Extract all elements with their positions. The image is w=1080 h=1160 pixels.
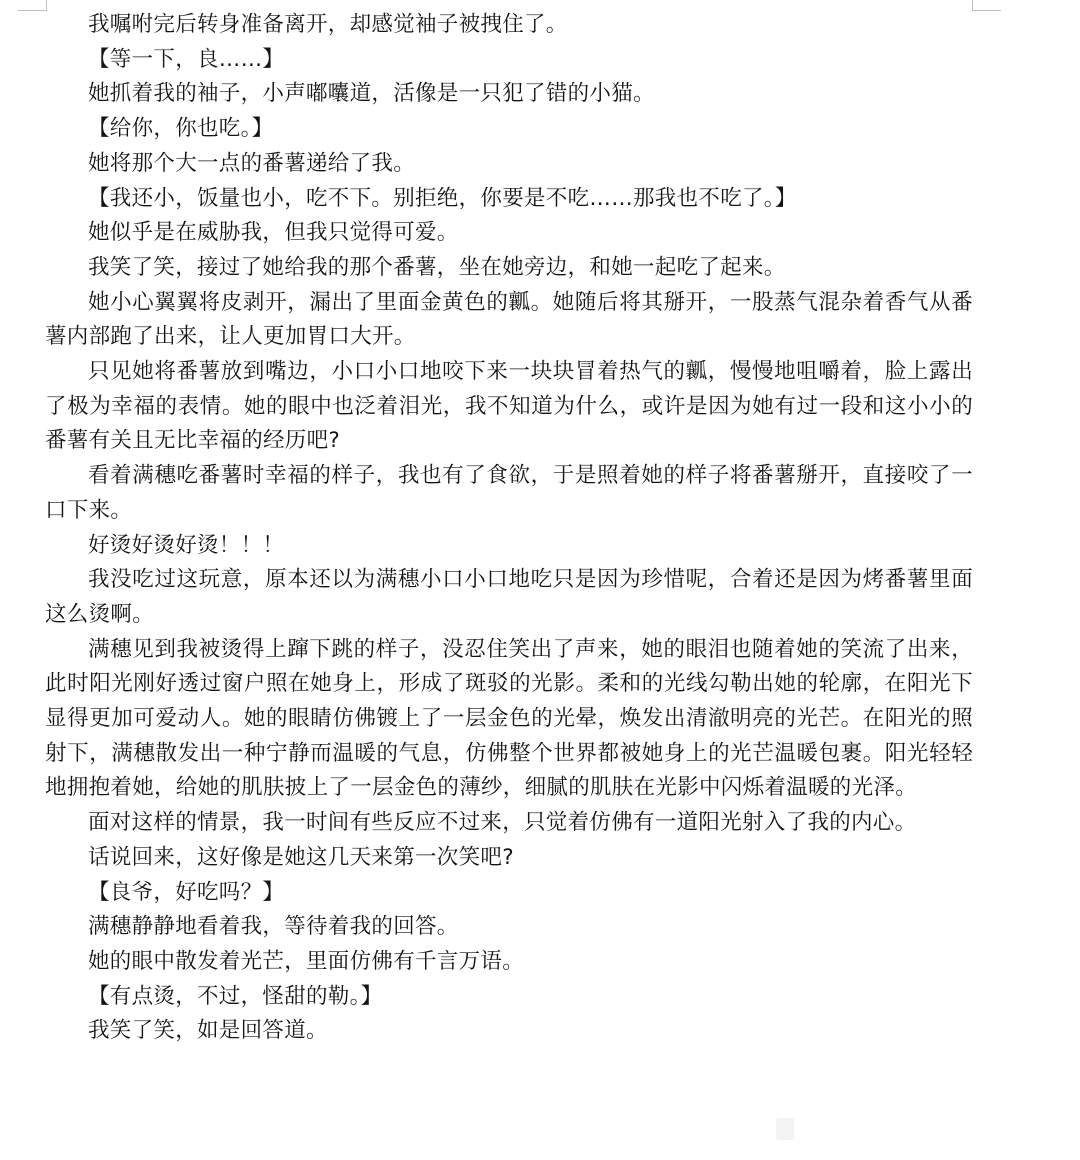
paragraph[interactable]: 【等一下，良……】 xyxy=(88,46,285,72)
paragraph[interactable]: 看着满穗吃番薯时幸福的样子，我也有了食欲，于是照着她的样子将番薯掰开，直接咬了一口下来。 xyxy=(45,463,973,523)
paragraph[interactable]: 面对这样的情景，我一时间有些反应不过来，只觉着仿佛有一道阳光射入了我的内心。 xyxy=(88,810,917,836)
paragraph[interactable]: 满穗静静地看着我，等待着我的回答。 xyxy=(88,914,459,940)
paragraph[interactable]: 我笑了笑，如是回答道。 xyxy=(88,1018,328,1044)
paragraph[interactable]: 我没吃过这玩意，原本还以为满穗小口小口地吃只是因为珍惜呢，合着还是因为烤番薯里面这么烫啊。 xyxy=(45,567,973,627)
paragraph[interactable]: 【良爷，好吃吗？】 xyxy=(88,879,285,905)
paragraph[interactable]: 她将那个大一点的番薯递给了我。 xyxy=(88,150,416,176)
paragraph[interactable]: 我笑了笑，接过了她给我的那个番薯，坐在她旁边，和她一起吃了起来。 xyxy=(88,254,786,280)
paragraph[interactable]: 【给你，你也吃。】 xyxy=(88,116,274,142)
paragraph[interactable]: 【我还小，饭量也小，吃不下。别拒绝，你要是不吃……那我也不吃了。】 xyxy=(88,185,797,211)
paragraph[interactable]: 她似乎是在威胁我，但我只觉得可爱。 xyxy=(88,220,459,246)
crop-mark-top-right xyxy=(972,0,1001,11)
document-body[interactable] xyxy=(45,8,973,1049)
paragraph[interactable]: 满穗见到我被烫得上蹿下跳的样子，没忍住笑出了声来，她的眼泪也随着她的笑流了出来，此时阳光刚好透过窗户照在她身上，形成了斑驳的光影。柔和的光线勾勒出她的轮廓，在阳光下显得更加可爱动人。她的眼睛仿佛镀上了一层金色的光晕，焕发出清澈明亮的光芒。在阳光的照射下，满穗散发出一种宁静而温暖的气息，仿佛整个世界都被她身上的光芒温暖包裹。阳光轻轻地拥抱着她，给她的肌肤披上了一层金色的薄纱，细腻的肌肤在光影中闪烁着温暖的光泽。 xyxy=(45,636,973,801)
paragraph[interactable]: 我嘱咐完后转身准备离开，却感觉袖子被拽住了。 xyxy=(88,12,568,37)
paragraph[interactable]: 她小心翼翼将皮剥开，漏出了里面金黄色的瓤。她随后将其掰开，一股蒸气混杂着香气从番薯内部跑了出来，让人更加胃口大开。 xyxy=(45,289,973,350)
paragraph[interactable]: 话说回来，这好像是她这几天来第一次笑吧? xyxy=(88,844,514,870)
paragraph[interactable]: 她抓着我的袖子，小声嘟囔道，活像是一只犯了错的小猫。 xyxy=(88,81,655,107)
paragraph[interactable]: 好烫好烫好烫！！！ xyxy=(88,532,285,558)
paragraph[interactable]: 只见她将番薯放到嘴边，小口小口地咬下来一块块冒着热气的瓤，慢慢地咀嚼着，脸上露出了极为幸福的表情。她的眼中也泛着泪光，我不知道为什么，或许是因为她有过一段和这小小的番薯有关且无比幸福的经历吧? xyxy=(45,359,973,454)
crop-mark-top-left xyxy=(18,0,47,11)
paragraph[interactable]: 【有点烫，不过，怪甜的勒。】 xyxy=(88,983,383,1009)
paragraph[interactable]: 她的眼中散发着光芒，里面仿佛有千言万语。 xyxy=(88,948,525,974)
faint-watermark-mark xyxy=(776,1118,794,1140)
